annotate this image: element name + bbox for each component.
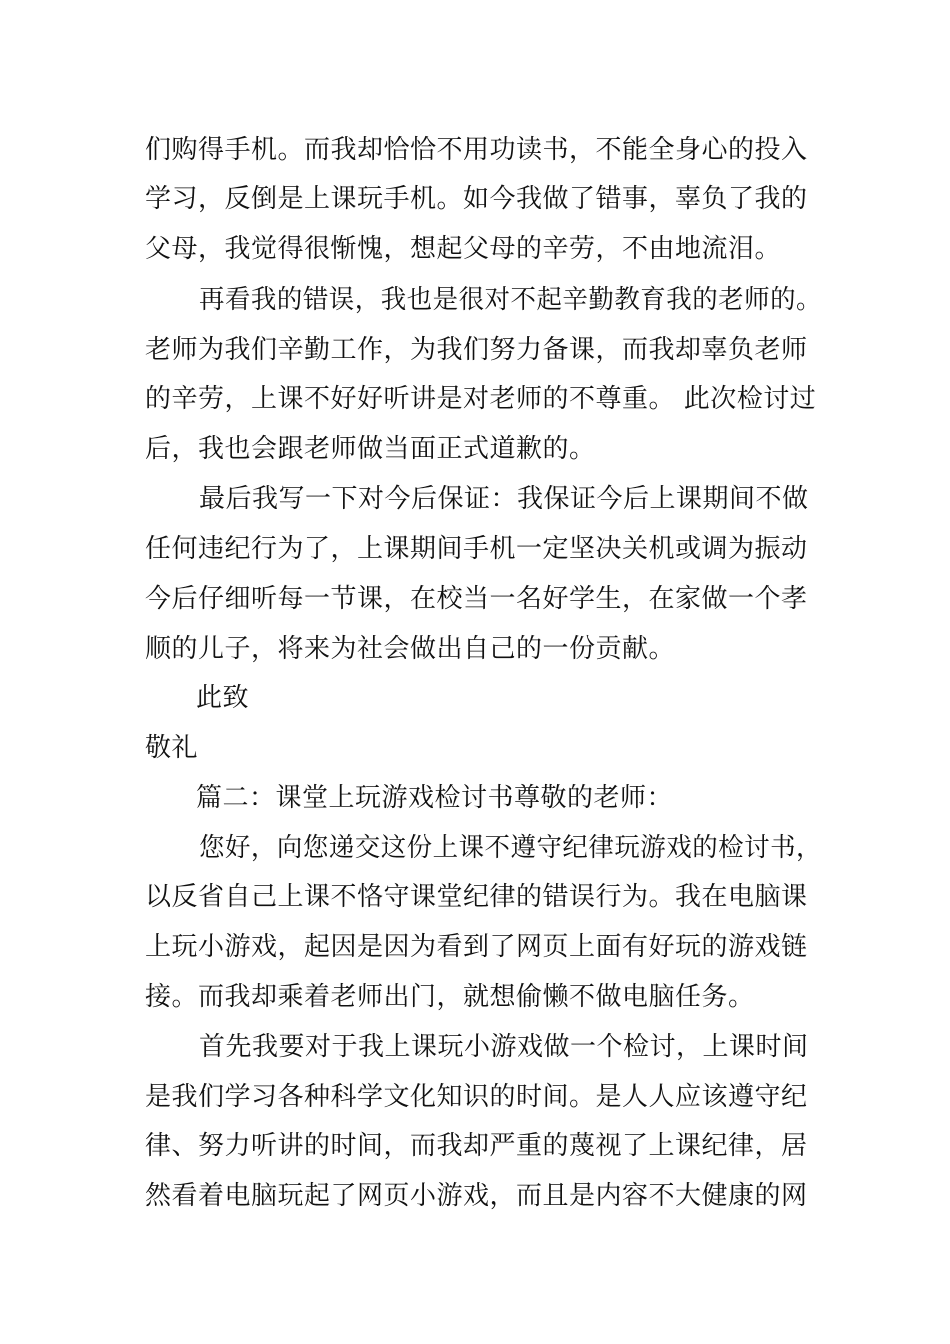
closing-regards: 敬礼 (145, 733, 199, 763)
text-line: 后，我也会跟老师做当面正式道歉的。 (145, 434, 596, 464)
text-line: 最后我写一下对今后保证：我保证今后上课期间不做 (199, 484, 809, 514)
closing-salutation: 此致 (196, 683, 250, 713)
text-line: 任何违纪行为了，上课期间手机一定坚决关机或调为振动 (145, 534, 808, 564)
text-line: 接。而我却乘着老师出门，就想偷懒不做电脑任务。 (145, 982, 755, 1012)
text-line: 律、努力听讲的时间，而我却严重的蔑视了上课纪律，居 (145, 1131, 808, 1161)
text-line: 们购得手机。而我却恰恰不用功读书，不能全身心的投入 (145, 135, 808, 165)
text-line: 以反省自己上课不恪守课堂纪律的错误行为。我在电脑课 (145, 882, 808, 912)
text-line: 是我们学习各种科学文化知识的时间。是人人应该遵守纪 (145, 1082, 808, 1112)
text-line: 今后仔细听每一节课，在校当一名好学生，在家做一个孝 (145, 584, 808, 614)
text-line: 上玩小游戏，起因是因为看到了网页上面有好玩的游戏链 (145, 932, 808, 962)
text-line: 然看着电脑玩起了网页小游戏，而且是内容不大健康的网 (145, 1181, 808, 1211)
text-line: 老师为我们辛勤工作，为我们努力备课，而我却辜负老师 (145, 335, 808, 365)
text-line: 父母，我觉得很惭愧，想起父母的辛劳，不由地流泪。 (145, 234, 782, 264)
text-line: 首先我要对于我上课玩小游戏做一个检讨，上课时间 (199, 1032, 809, 1062)
text-line: 您好，向您递交这份上课不遵守纪律玩游戏的检讨书， (199, 833, 823, 863)
text-line: 再看我的错误，我也是很对不起辛勤教育我的老师的。 (199, 285, 823, 315)
text-line: 顺的儿子，将来为社会做出自己的一份贡献。 (145, 634, 676, 664)
section-heading: 篇二：课堂上玩游戏检讨书尊敬的老师： (196, 783, 674, 813)
text-line: 学习，反倒是上课玩手机。如今我做了错事，辜负了我的 (145, 184, 808, 214)
text-line: 的辛劳，上课不好好听讲是对老师的不尊重。 此次检讨过 (145, 384, 817, 414)
